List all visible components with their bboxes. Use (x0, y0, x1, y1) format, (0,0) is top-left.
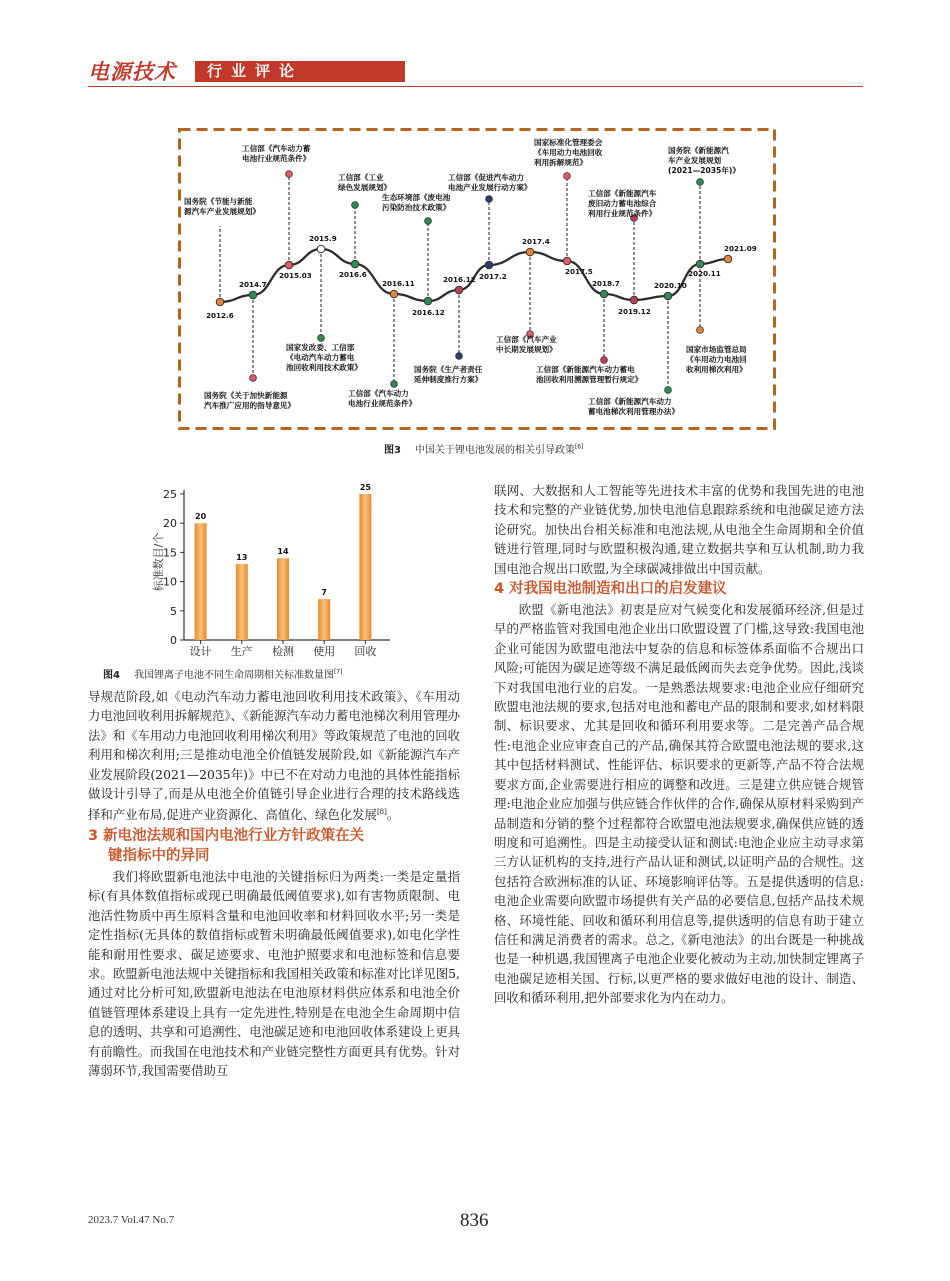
policy-label: 《电动汽车动力蓄电 (286, 353, 355, 362)
policy-dot (486, 196, 493, 203)
bar (236, 564, 248, 640)
y-tick-label: 20 (163, 517, 177, 531)
policy-dot (665, 387, 672, 394)
page-number: 836 (460, 1210, 489, 1231)
policy-label: 利用拆解规范》 (534, 158, 588, 167)
paragraph: 联网、大数据和人工智能等先进技术丰富的优势和我国先进的电池技术和完整的产业链优势,加快电池信息跟踪系统和电池碳足迹方法论研究。加快出台相关标准和电池法规,从电池全生命周期和全价值链进行管理,同时与欧盟积极沟通,建立数据共享和互认机制,助力我国电池合规出口欧盟,为全球碳减排做出中国贡献。 (494, 483, 864, 576)
policy-label: 收利用梯次利用》 (686, 365, 747, 374)
bar (195, 523, 207, 640)
bar (359, 494, 371, 640)
timeline-node (696, 260, 704, 268)
policy-label: 工信部《新能源汽车动力 (588, 397, 672, 406)
policy-label: 池回收利用技术政策》 (286, 363, 362, 372)
data-label: 14 (277, 547, 289, 557)
policy-label: 国务院《关于加快新能源 (204, 391, 288, 400)
timeline-date: 2016.6 (339, 270, 367, 279)
policy-dot (250, 375, 257, 382)
figure-4-caption: 图4 我国锂离子电池不同生命周期相关标准数量图[7] (103, 668, 343, 681)
policy-label: 源汽车产业发展规划》 (184, 207, 260, 216)
policy-label: 蓄电池梯次利用管理办法》 (588, 407, 680, 416)
policy-label: 国家市场监管总局 (686, 345, 747, 354)
policy-label: 《车用动力电池回收 (534, 148, 603, 157)
policy-label: 延伸制度推行方案》 (414, 375, 483, 384)
timeline-node (249, 291, 257, 299)
data-label: 20 (195, 512, 207, 522)
y-tick-label: 25 (163, 488, 177, 501)
policy-label: 工信部《汽车动力 (348, 389, 409, 398)
policy-dot (286, 171, 293, 178)
y-axis-label: 标准数目/个 (152, 532, 165, 592)
policy-dot (456, 353, 463, 360)
timeline-node (285, 261, 293, 269)
policy-label: 利用行业规范条件》 (588, 209, 657, 218)
timeline-date: 2016.12 (412, 308, 445, 317)
policy-label: 工信部《新能源汽车动力蓄电 (536, 365, 635, 374)
policy-label: 国务院《节能与新能 (184, 197, 253, 206)
y-tick-label: 0 (170, 634, 177, 647)
y-tick-label: 15 (163, 546, 177, 560)
timeline-node (317, 245, 325, 253)
policy-label: 电池行业规范条件》 (348, 399, 417, 408)
x-tick-label: 使用 (313, 645, 336, 658)
timeline-date: 2020.11 (688, 269, 721, 278)
timeline-date: 2020.10 (654, 281, 687, 290)
timeline-date: 2015.03 (279, 271, 312, 280)
timeline-node (600, 290, 608, 298)
policy-label: 电池产业发展行动方案》 (448, 183, 532, 192)
policy-label: 国务院《生产者责任 (414, 365, 483, 374)
timeline-date: 2021.09 (724, 244, 757, 253)
timeline-dates (206, 234, 757, 320)
timeline-node (216, 298, 224, 306)
policy-dot (697, 327, 704, 334)
timeline-date: 2014.7 (239, 280, 267, 289)
policy-label: 车产业发展规划 (668, 156, 722, 165)
chart-bars (195, 494, 372, 640)
policy-dot (318, 335, 325, 342)
journal-logo: 电源技术 (88, 60, 176, 84)
policy-label: 绿色发展规划》 (338, 183, 392, 192)
right-column (494, 481, 864, 1008)
policy-label: 工信部《汽车产业 (496, 335, 557, 344)
policy-label: 生态环境部《废电池 (382, 193, 451, 202)
timeline-node (526, 248, 534, 256)
x-tick-label: 回收 (354, 645, 377, 658)
policy-label: 污染防治技术政策》 (382, 203, 451, 212)
policy-dot (391, 381, 398, 388)
policy-label: 工信部《汽车动力蓄 (242, 144, 311, 153)
section-3-heading: 3 新电池法规和国内电池行业方针政策在关 键指标中的异同 (88, 827, 365, 864)
policy-label: 中长期发展规划》 (496, 345, 557, 354)
timeline-node (630, 296, 638, 304)
timeline-date: 2016.12 (443, 275, 476, 284)
paragraph: 欧盟《新电池法》初衷是应对气候变化和发展循环经济,但是过早的严格监管对我国电池企业出口欧盟设置了门槛,这导致:我国电池企业可能因为欧盟电池法中复杂的信息和标签体系面临不合规出口风险;可能因为碳足迹等级不满足最低阈而失去竞争优势。因此,浅谈下对我国电池行业的启发。一是熟悉法规要求:电池企业应仔细研究欧盟电池法规的要求,包括对电池和蓄电产品的限制和要求,如材料限制、标识要求、尤其是回收和循环利用要求等。二是完善产品合规性:电池企业应审查自己的产品,确保其符合欧盟电池法规的要求,这其中包括材料测试、性能评估、标识要求的更新等,产品不符合法规要求方面,企业需要进行相应的调整和改进。三是建立供应链合规管理:电池企业应加强与供应链合作伙伴的合作,确保从原材料采购到产品制造和分销的整个过程都符合欧盟电池法规要求,确保供应链的透明度和可追溯性。四是主动接受认证和测试:电池企业应主动寻求第三方认证机构的支持,进行产品认证和测试,以证明产品的合规性。这包括符合欧洲标准的认证、环境影响评估等。五是提供透明的信息:电池企业需要向欧盟市场提供有关产品的必要信息,包括产品技术规格、环境性能、回收和循环利用信息等,提供透明的信息有助于建立信任和满足消费者的需求。总之,《新电池法》的出台既是一种挑战也是一种机遇,我国锂离子电池企业要化被动为主动,加快制定锂离子电池碳足迹相关国、行标,以更严格的要求做好电池的设计、制造、回收和循环利用,把外部要求化为内在动力。 (494, 602, 864, 1006)
timeline-date: 2016.11 (382, 279, 415, 288)
section-4-heading: 4 对我国电池制造和出口的启发建议 (494, 581, 727, 598)
policy-label: 国家标准化管理委会 (534, 138, 603, 147)
timeline-date: 2012.6 (206, 311, 234, 320)
x-tick-label: 设计 (189, 645, 212, 658)
policy-dot (601, 357, 608, 364)
policy-dot (564, 173, 571, 180)
policy-label: 电池行业规范条件》 (242, 154, 311, 163)
timeline-node (563, 257, 571, 265)
timeline-node (424, 297, 432, 305)
bar (318, 599, 330, 640)
data-label: 25 (359, 483, 371, 492)
timeline-node (485, 261, 493, 269)
policy-label: (2021—2035年)》 (668, 166, 740, 175)
x-tick-label: 生产 (230, 645, 253, 658)
section-tag: 行业评论 (195, 61, 405, 82)
policy-label: 《车用动力电池回 (686, 355, 747, 364)
timeline-node (390, 290, 398, 298)
policy-label: 工信部《新能源汽车 (588, 189, 657, 198)
timeline-date: 2019.12 (618, 307, 651, 316)
policy-dot (352, 202, 359, 209)
x-tick-label: 检测 (272, 645, 294, 658)
policy-label: 国务院《新能源汽 (668, 146, 729, 155)
policy-label: 工信部《促进汽车动力 (448, 173, 524, 182)
timeline-date: 2017.2 (479, 272, 507, 281)
timeline-date: 2017.4 (522, 237, 550, 246)
policy-label: 汽车推广应用的指导意见》 (204, 401, 296, 410)
y-tick-label: 5 (170, 604, 177, 618)
timeline-node (351, 260, 359, 268)
timeline-node (664, 292, 672, 300)
timeline-node (724, 255, 732, 263)
left-column (88, 687, 460, 1080)
policy-label: 废旧动力蓄电池综合 (588, 199, 657, 208)
paragraph: 我们将欧盟新电池法中电池的关键指标归为两类:一类是定量指标(有具体数值指标或现已明确最低阈值要求),如有害物质限制、电池活性物质中再生原料含量和电池回收率和材料回收水平;另一类是定性指标(无具体的数值指标或暂未明确最低阈值要求),如电化学性能和耐用性要求、碳足迹要求、电池护照要求和电池标签和信息要求。欧盟新电池法规中关键指标和我国相关政策和标准对比详见图5,通过对比分析可知,欧盟新电池法在电池原材料供应体系和电池全价值链管理体系建设上具有一定先进性,特别是在电池全生命周期中信息的透明、共享和可追溯性、电池碳足迹和电池回收体系建设上更具有前瞻性。而我国在电池技术和产业链完整性方面更具有优势。针对薄弱环节,我国需要借助互 (88, 868, 460, 1079)
policy-dot (425, 218, 432, 225)
timeline-date: 2015.9 (309, 234, 337, 243)
policy-label: 池回收利用溯源管理暂行规定》 (536, 375, 643, 384)
figure-4-bar-chart (148, 482, 404, 662)
y-tick-label: 10 (163, 575, 177, 589)
policy-label: 国家发改委、工信部 (286, 343, 355, 352)
issue-info: 2023.7 Vol.47 No.7 (88, 1214, 175, 1226)
timeline-node (455, 286, 463, 294)
data-label: 13 (236, 553, 248, 563)
figure-3-timeline (178, 128, 776, 430)
timeline-date: 2018.7 (592, 279, 620, 288)
policy-dot (697, 179, 704, 186)
figure-3-caption: 图3 中国关于锂电池发展的相关引导政策[6] (384, 443, 584, 456)
paragraph: 导规范阶段,如《电动汽车动力蓄电池回收利用技术政策》、《车用动力电池回收利用拆解规范》、《新能源汽车动力蓄电池梯次利用管理办法》和《车用动力电池回收利用梯次利用》等政策规范了电池的回收利用和梯次利用;三是推动电池全价值链发展阶段,如《新能源汽车产业发展阶段(2021—2035年)》中已不在对动力电池的具体性能指标做设计引导了,而是从电池全价值链引导企业进行合理的技术路线选择和产业布局,促进产业资源化、高值化、绿色化发展[8]。 (88, 689, 460, 823)
data-label: 7 (321, 588, 327, 598)
policy-label: 工信部《工业 (338, 173, 384, 182)
page-header (88, 60, 863, 87)
bar (277, 558, 289, 640)
timeline-date: 2017.5 (565, 267, 593, 276)
